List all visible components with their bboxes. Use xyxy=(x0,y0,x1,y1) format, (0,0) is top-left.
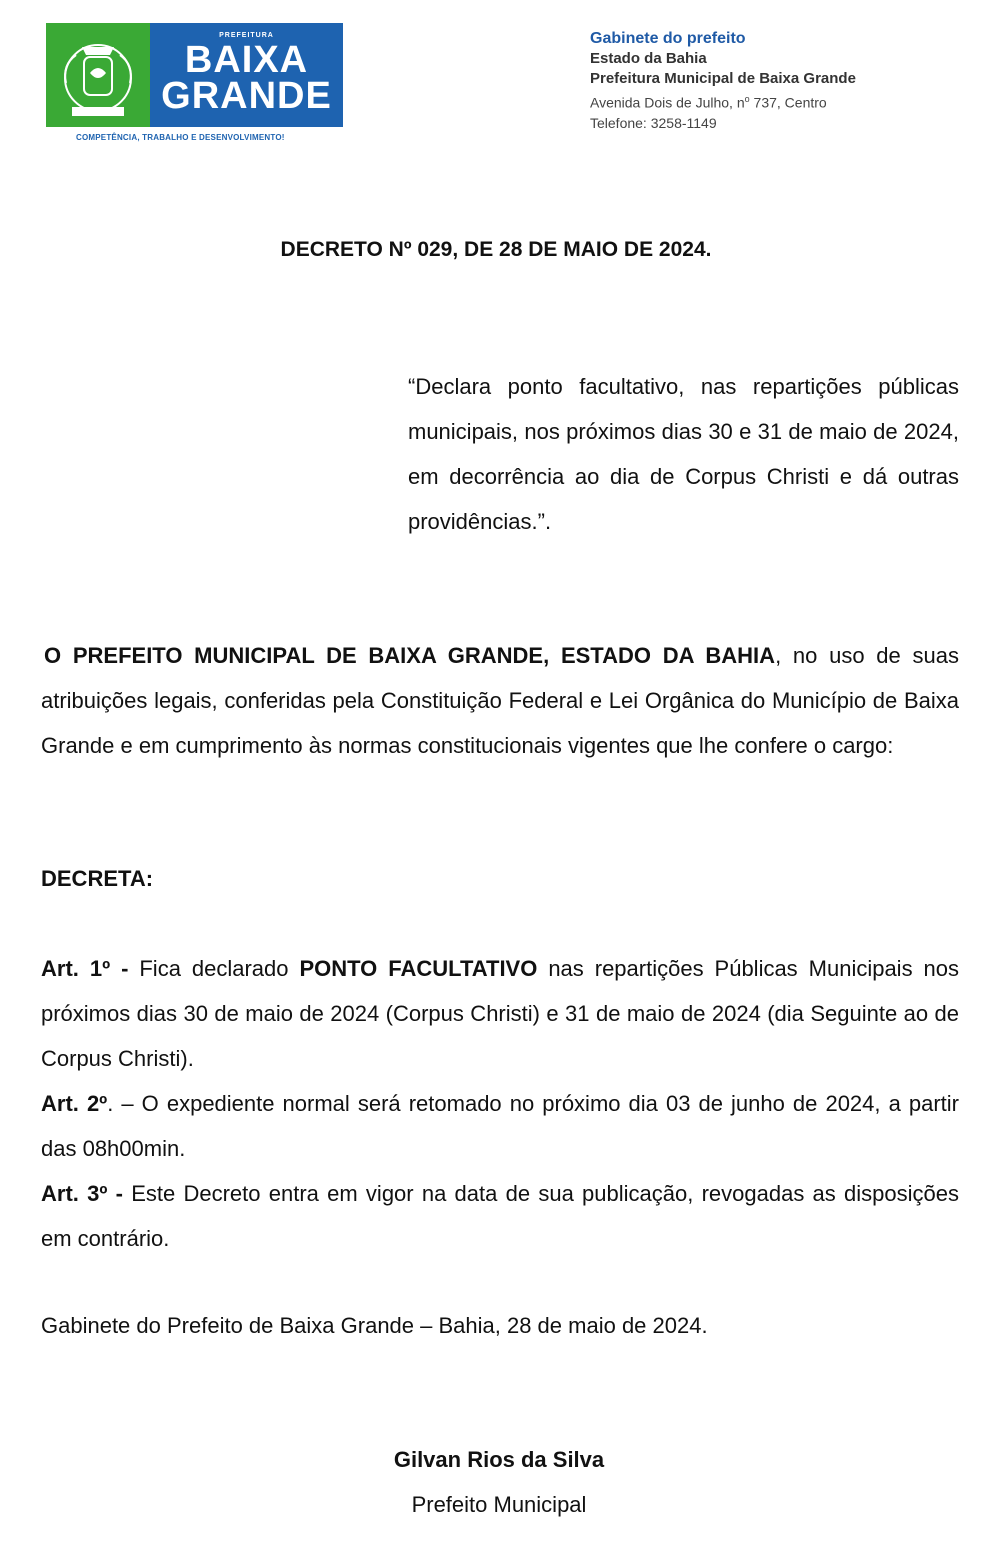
article-1-text-a: Fica declarado xyxy=(128,956,300,981)
article-3-label: Art. 3º - xyxy=(41,1181,123,1206)
logo-prefeitura-text: PREFEITURA xyxy=(219,32,274,39)
article-3-text: Este Decreto entra em vigor na data de sua publicação, revogadas as disposições em contrário. xyxy=(41,1181,959,1251)
org-address-suffix: 737, Centro xyxy=(749,94,827,111)
closing-place-date: Gabinete do Prefeito de Baixa Grande – Bahia, 28 de maio de 2024. xyxy=(41,1313,708,1338)
article-3 xyxy=(41,1171,959,1261)
preamble-authority: O PREFEITO MUNICIPAL DE BAIXA GRANDE, ESTADO DA BAHIA xyxy=(44,643,776,668)
org-address xyxy=(590,89,856,113)
org-gabinete: Gabinete do prefeito xyxy=(590,30,746,47)
municipal-logo xyxy=(46,23,343,127)
preamble-text: , no uso de suas atribuições legais, conferidas pela Constituição Federal e Lei Orgânica do Município de Baixa Grande e em cumprimento às normas constitucionais vigentes que lhe confere o cargo: xyxy=(41,643,959,758)
article-2-text: . – O expediente normal será retomado no próximo dia 03 de junho de 2024, a partir das 08h00min. xyxy=(41,1091,959,1161)
org-prefeitura: Prefeitura Municipal de Baixa Grande xyxy=(590,70,856,87)
decree-summary: “Declara ponto facultativo, nas repartições públicas municipais, nos próximos dias 30 e 31 de maio de 2024, em decorrência ao dia de Corpus Christi e dá outras providências.”. xyxy=(408,374,959,534)
article-1 xyxy=(41,946,959,1081)
crest-icon xyxy=(46,23,150,127)
logo-grande-text: GRANDE xyxy=(161,75,332,117)
decreta-heading: DECRETA: xyxy=(41,866,154,891)
logo-baixa-text: BAIXA xyxy=(184,39,309,81)
org-estado: Estado da Bahia xyxy=(590,50,707,67)
org-address-prefix: Avenida Dois de Julho, n xyxy=(590,94,745,111)
logo-motto: COMPETÊNCIA, TRABALHO E DESENVOLVIMENTO! xyxy=(76,133,285,142)
org-phone: Telefone: 3258-1149 xyxy=(590,114,717,131)
article-1-text-b: nas repartições Públicas Municipais nos próximos dias 30 de maio de 2024 (Corpus Christi) e 31 de maio de 2024 (dia Seguinte ao de Corpus Christi). xyxy=(41,956,960,1071)
signer-name: Gilvan Rios da Silva xyxy=(393,1447,605,1472)
decree-articles xyxy=(41,946,959,1261)
decree-preamble xyxy=(41,633,959,768)
article-1-bold: PONTO FACULTATIVO xyxy=(299,956,538,981)
logo-wordmark xyxy=(150,23,343,127)
article-1-label: Art. 1º - xyxy=(41,956,129,981)
org-address-block xyxy=(590,29,856,133)
signer-role: Prefeito Municipal xyxy=(411,1492,587,1517)
article-2 xyxy=(41,1081,959,1171)
article-2-label: Art. 2º xyxy=(41,1091,108,1116)
decree-title: DECRETO Nº 029, DE 28 DE MAIO DE 2024. xyxy=(280,238,712,261)
org-address-sup: o xyxy=(744,94,750,104)
